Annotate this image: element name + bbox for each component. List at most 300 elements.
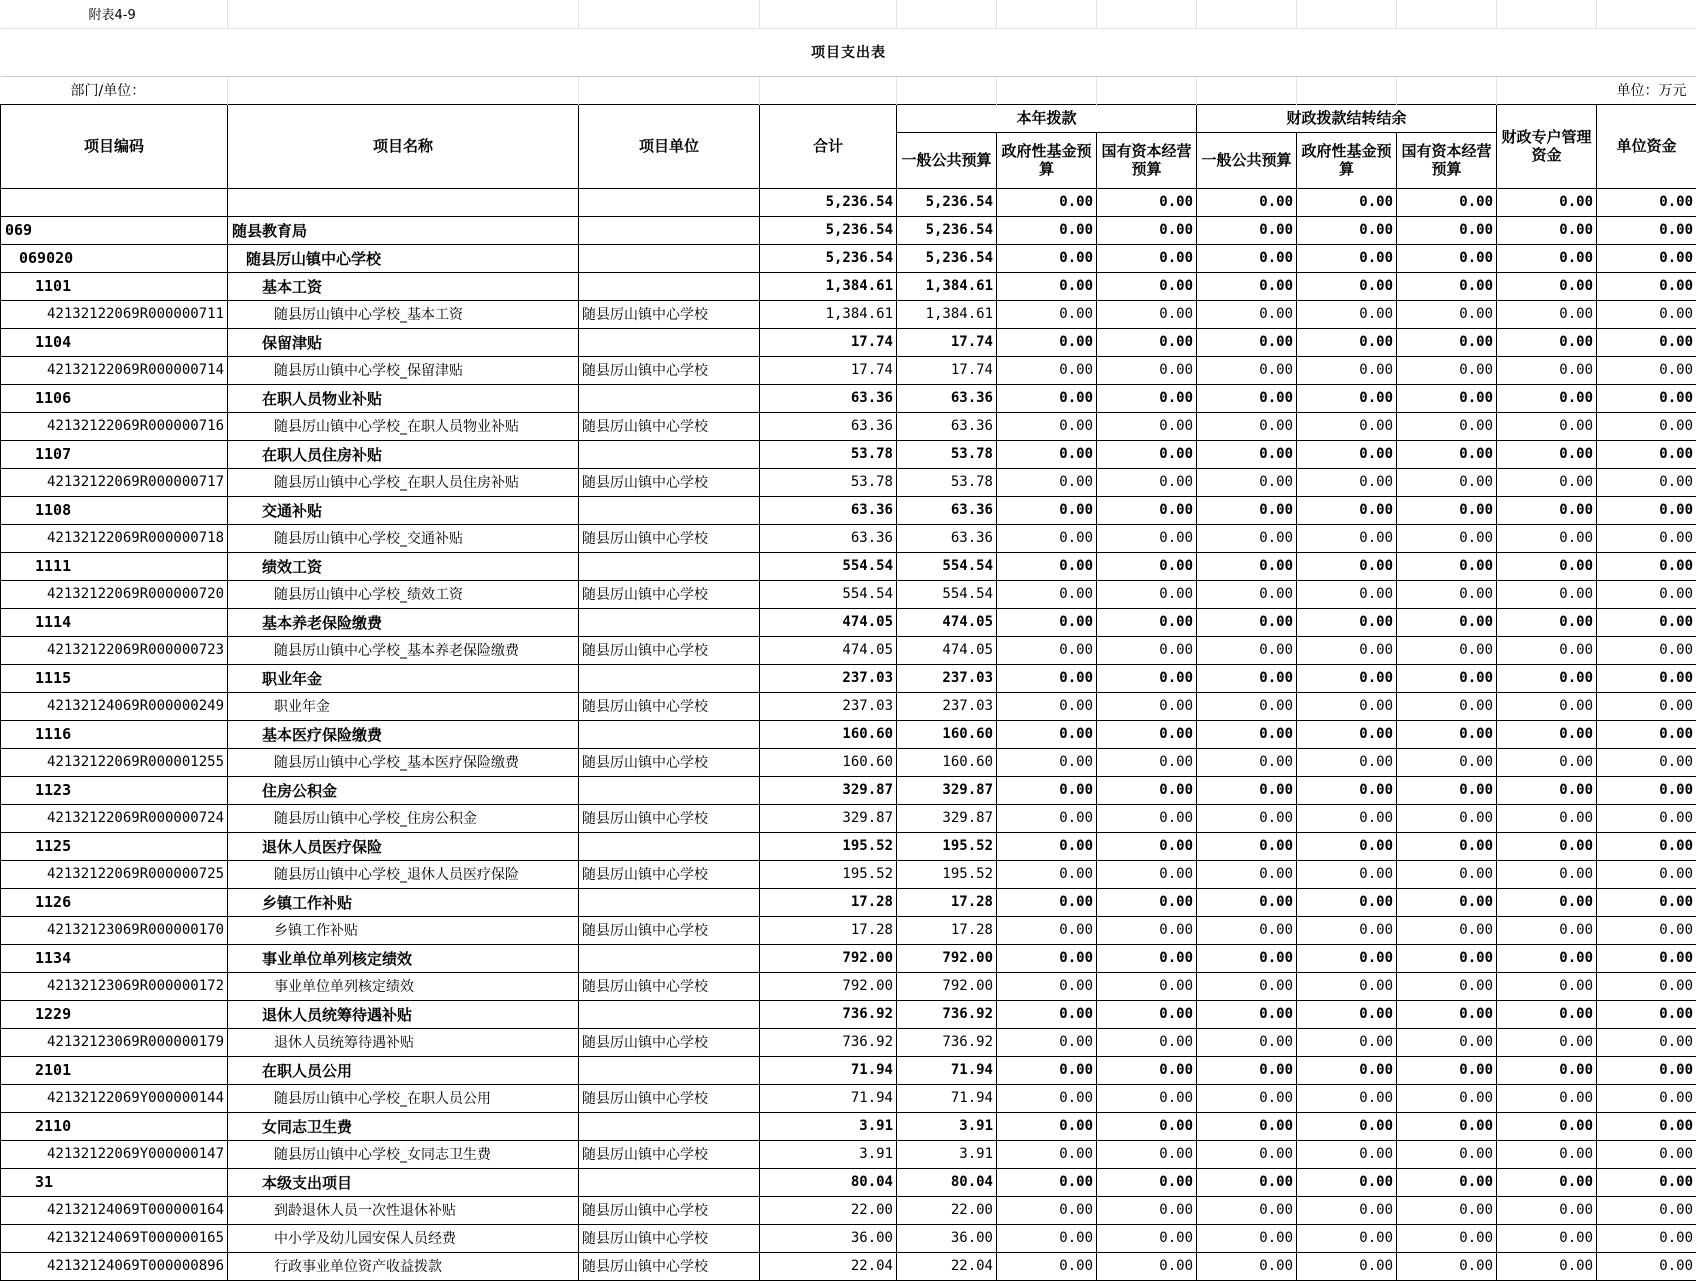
cell-amount: 0.00 [997, 356, 1097, 384]
table-row [1, 776, 1696, 804]
header-carry-gov-fund: 政府性基金预算 [1297, 132, 1397, 188]
table-row [1, 440, 1696, 468]
cell-amount: 329.87 [897, 804, 997, 832]
cell-amount: 0.00 [1597, 552, 1696, 580]
cell-amount: 0.00 [1097, 636, 1197, 664]
cell-amount: 0.00 [1297, 1000, 1397, 1028]
cell-amount: 0.00 [1197, 356, 1297, 384]
cell-amount: 0.00 [1297, 580, 1397, 608]
cell-amount: 0.00 [1497, 300, 1597, 328]
cell-project-unit: 随县厉山镇中心学校 [579, 1140, 760, 1168]
cell-amount: 0.00 [1397, 888, 1497, 916]
cell-amount: 22.04 [760, 1252, 897, 1280]
cell-amount: 195.52 [897, 860, 997, 888]
cell-project-unit: 随县厉山镇中心学校 [579, 860, 760, 888]
cell-amount: 329.87 [897, 776, 997, 804]
cell-amount: 0.00 [997, 636, 1097, 664]
table-row [1, 1000, 1696, 1028]
cell-amount: 0.00 [997, 776, 1097, 804]
cell-amount: 0.00 [1197, 244, 1297, 272]
header-carry-general-budget: 一般公共预算 [1197, 132, 1297, 188]
cell-amount: 0.00 [1397, 328, 1497, 356]
cell-project-name: 本级支出项目 [228, 1168, 579, 1196]
cell-amount: 0.00 [1397, 468, 1497, 496]
cell-project-name: 随县厉山镇中心学校_基本养老保险缴费 [228, 636, 579, 664]
cell-amount: 0.00 [1197, 608, 1297, 636]
cell-amount: 0.00 [997, 1000, 1097, 1028]
cell-amount: 195.52 [897, 832, 997, 860]
cell-amount: 160.60 [897, 748, 997, 776]
cell-amount: 63.36 [897, 412, 997, 440]
cell-amount: 0.00 [1497, 440, 1597, 468]
cell-amount: 0.00 [1197, 804, 1297, 832]
cell-amount: 0.00 [997, 1084, 1097, 1112]
table-row [1, 300, 1696, 328]
table-row [1, 888, 1696, 916]
cell-amount: 0.00 [1097, 1056, 1197, 1084]
cell-project-name: 在职人员物业补贴 [228, 384, 579, 412]
cell-amount: 0.00 [997, 916, 1097, 944]
page-title: 项目支出表 [1, 28, 1696, 76]
cell-amount: 0.00 [1597, 244, 1696, 272]
cell-amount: 0.00 [1197, 384, 1297, 412]
cell-amount: 0.00 [1297, 748, 1397, 776]
cell-amount: 0.00 [1497, 328, 1597, 356]
cell-amount: 0.00 [1197, 888, 1297, 916]
cell-amount: 736.92 [760, 1028, 897, 1056]
cell-amount: 0.00 [1097, 1000, 1197, 1028]
cell-amount: 0.00 [1197, 972, 1297, 1000]
cell-project-unit [579, 944, 760, 972]
cell-amount: 63.36 [897, 496, 997, 524]
cell-project-code: 42132124069R000000249 [1, 692, 228, 720]
cell-project-code: 42132122069R000000716 [1, 412, 228, 440]
table-row [1, 748, 1696, 776]
cell-amount: 5,236.54 [897, 244, 997, 272]
cell-amount: 0.00 [1197, 832, 1297, 860]
cell-project-code: 42132122069R000000724 [1, 804, 228, 832]
cell-amount: 0.00 [1097, 748, 1197, 776]
cell-project-name: 随县厉山镇中心学校_退休人员医疗保险 [228, 860, 579, 888]
cell-amount: 0.00 [1297, 356, 1397, 384]
header-group-carry: 财政拨款结转结余 [1197, 104, 1497, 132]
cell-project-unit: 随县厉山镇中心学校 [579, 972, 760, 1000]
cell-amount: 0.00 [997, 1056, 1097, 1084]
cell-amount: 0.00 [1597, 944, 1696, 972]
cell-amount: 0.00 [997, 1028, 1097, 1056]
cell-amount: 0.00 [1597, 272, 1696, 300]
cell-project-code: 1115 [1, 664, 228, 692]
cell-amount: 0.00 [1197, 1196, 1297, 1224]
cell-amount: 0.00 [1297, 1056, 1397, 1084]
cell-amount: 0.00 [997, 440, 1097, 468]
cell-project-code: 1108 [1, 496, 228, 524]
header-group-current: 本年拨款 [897, 104, 1197, 132]
cell-amount: 0.00 [1597, 440, 1696, 468]
cell-amount: 17.74 [897, 356, 997, 384]
cell-amount: 0.00 [1397, 636, 1497, 664]
cell-amount: 17.74 [897, 328, 997, 356]
cell-project-code: 069020 [1, 244, 228, 272]
table-row [1, 272, 1696, 300]
cell-amount: 160.60 [897, 720, 997, 748]
cell-amount: 0.00 [1397, 664, 1497, 692]
cell-amount: 0.00 [1097, 832, 1197, 860]
cell-amount: 0.00 [1097, 1224, 1197, 1252]
cell-amount: 0.00 [1197, 468, 1297, 496]
cell-amount: 0.00 [1497, 972, 1597, 1000]
cell-amount: 1,384.61 [897, 272, 997, 300]
table-row [1, 1140, 1696, 1168]
cell-amount: 0.00 [1097, 972, 1197, 1000]
cell-amount: 0.00 [997, 468, 1097, 496]
cell-project-unit [579, 272, 760, 300]
cell-amount: 0.00 [1497, 384, 1597, 412]
cell-amount: 0.00 [997, 664, 1097, 692]
cell-amount: 0.00 [1397, 356, 1497, 384]
cell-amount: 5,236.54 [760, 188, 897, 216]
cell-project-name: 住房公积金 [228, 776, 579, 804]
cell-project-name: 中小学及幼儿园安保人员经费 [228, 1224, 579, 1252]
cell-amount: 0.00 [1297, 1140, 1397, 1168]
cell-project-code: 1229 [1, 1000, 228, 1028]
cell-amount: 0.00 [1497, 1084, 1597, 1112]
cell-amount: 0.00 [997, 608, 1097, 636]
cell-amount: 71.94 [897, 1084, 997, 1112]
cell-amount: 0.00 [1197, 440, 1297, 468]
cell-amount: 0.00 [997, 860, 1097, 888]
table-row [1, 552, 1696, 580]
cell-amount: 0.00 [1197, 524, 1297, 552]
cell-amount: 0.00 [1597, 664, 1696, 692]
cell-amount: 0.00 [997, 552, 1097, 580]
cell-amount: 0.00 [1097, 776, 1197, 804]
cell-amount: 17.74 [760, 328, 897, 356]
header-total: 合计 [760, 104, 897, 188]
table-row [1, 244, 1696, 272]
header-code: 项目编码 [1, 104, 228, 188]
cell-amount: 0.00 [1297, 244, 1397, 272]
table-row [1, 720, 1696, 748]
cell-project-code: 42132122069R000000725 [1, 860, 228, 888]
cell-project-code: 1125 [1, 832, 228, 860]
cell-amount: 0.00 [1197, 916, 1297, 944]
cell-amount: 0.00 [1597, 412, 1696, 440]
cell-project-name: 退休人员医疗保险 [228, 832, 579, 860]
cell-amount: 0.00 [1597, 524, 1696, 552]
cell-amount: 0.00 [1597, 356, 1696, 384]
cell-amount: 0.00 [1197, 664, 1297, 692]
cell-amount: 0.00 [1097, 1196, 1197, 1224]
cell-project-code: 42132122069R000000718 [1, 524, 228, 552]
cell-project-code: 1111 [1, 552, 228, 580]
cell-project-name: 事业单位单列核定绩效 [228, 944, 579, 972]
cell-project-code [1, 188, 228, 216]
cell-amount: 0.00 [1597, 1196, 1696, 1224]
cell-amount: 0.00 [1097, 244, 1197, 272]
cell-project-code: 42132124069T000000165 [1, 1224, 228, 1252]
cell-amount: 22.00 [897, 1196, 997, 1224]
cell-amount: 0.00 [1497, 412, 1597, 440]
cell-amount: 0.00 [1497, 216, 1597, 244]
cell-amount: 0.00 [1397, 272, 1497, 300]
cell-amount: 0.00 [1497, 580, 1597, 608]
header-special-fund: 财政专户管理资金 [1497, 104, 1597, 188]
cell-amount: 0.00 [1297, 804, 1397, 832]
header-current-general-budget: 一般公共预算 [897, 132, 997, 188]
cell-amount: 0.00 [1597, 776, 1696, 804]
cell-amount: 0.00 [1397, 776, 1497, 804]
cell-project-unit: 随县厉山镇中心学校 [579, 1224, 760, 1252]
cell-project-unit [579, 608, 760, 636]
cell-amount: 0.00 [1297, 188, 1397, 216]
cell-amount: 0.00 [1097, 860, 1197, 888]
cell-amount: 0.00 [1397, 944, 1497, 972]
cell-amount: 329.87 [760, 776, 897, 804]
cell-amount: 0.00 [1397, 1224, 1497, 1252]
cell-amount: 0.00 [1397, 1140, 1497, 1168]
cell-amount: 0.00 [1197, 636, 1297, 664]
cell-amount: 0.00 [1197, 748, 1297, 776]
cell-amount: 0.00 [1397, 412, 1497, 440]
cell-amount: 0.00 [1497, 636, 1597, 664]
cell-amount: 0.00 [1197, 580, 1297, 608]
cell-project-name: 交通补贴 [228, 496, 579, 524]
cell-amount: 0.00 [1597, 636, 1696, 664]
cell-amount: 0.00 [1197, 776, 1297, 804]
cell-amount: 3.91 [760, 1112, 897, 1140]
cell-amount: 0.00 [1497, 1196, 1597, 1224]
cell-project-code: 42132123069R000000170 [1, 916, 228, 944]
cell-project-name: 随县厉山镇中心学校_基本医疗保险缴费 [228, 748, 579, 776]
cell-amount: 474.05 [897, 608, 997, 636]
cell-project-code: 1104 [1, 328, 228, 356]
cell-project-code: 42132122069Y000000144 [1, 1084, 228, 1112]
cell-project-name: 女同志卫生费 [228, 1112, 579, 1140]
cell-project-unit [579, 720, 760, 748]
cell-amount: 80.04 [760, 1168, 897, 1196]
cell-amount: 0.00 [1097, 916, 1197, 944]
cell-amount: 0.00 [1597, 496, 1696, 524]
cell-project-unit: 随县厉山镇中心学校 [579, 356, 760, 384]
cell-amount: 0.00 [997, 804, 1097, 832]
cell-project-unit [579, 888, 760, 916]
cell-amount: 554.54 [760, 552, 897, 580]
cell-project-name: 基本工资 [228, 272, 579, 300]
cell-amount: 792.00 [897, 972, 997, 1000]
cell-amount: 237.03 [897, 664, 997, 692]
cell-amount: 736.92 [897, 1028, 997, 1056]
table-row [1, 524, 1696, 552]
cell-amount: 0.00 [1497, 916, 1597, 944]
cell-amount: 0.00 [1597, 216, 1696, 244]
cell-amount: 0.00 [1397, 580, 1497, 608]
cell-project-name: 随县厉山镇中心学校_基本工资 [228, 300, 579, 328]
table-row [1, 692, 1696, 720]
cell-amount: 5,236.54 [760, 244, 897, 272]
cell-project-unit: 随县厉山镇中心学校 [579, 300, 760, 328]
cell-project-unit [579, 496, 760, 524]
cell-amount: 0.00 [1297, 524, 1397, 552]
cell-project-code: 1123 [1, 776, 228, 804]
cell-amount: 0.00 [1497, 720, 1597, 748]
cell-amount: 0.00 [1397, 804, 1497, 832]
cell-amount: 0.00 [1297, 888, 1397, 916]
cell-amount: 0.00 [1497, 1168, 1597, 1196]
cell-project-name: 到龄退休人员一次性退休补贴 [228, 1196, 579, 1224]
cell-amount: 0.00 [997, 720, 1097, 748]
header-unit-fund: 单位资金 [1597, 104, 1696, 188]
cell-amount: 0.00 [1497, 608, 1597, 636]
cell-amount: 0.00 [997, 888, 1097, 916]
cell-amount: 0.00 [1097, 664, 1197, 692]
cell-project-name: 在职人员住房补贴 [228, 440, 579, 468]
cell-amount: 0.00 [1397, 1168, 1497, 1196]
cell-project-unit: 随县厉山镇中心学校 [579, 636, 760, 664]
cell-amount: 0.00 [1297, 860, 1397, 888]
cell-amount: 0.00 [997, 1168, 1097, 1196]
cell-project-code: 42132122069R000000717 [1, 468, 228, 496]
cell-project-unit [579, 664, 760, 692]
cell-amount: 0.00 [997, 1140, 1097, 1168]
table-row [1, 608, 1696, 636]
cell-project-name: 绩效工资 [228, 552, 579, 580]
table-row [1, 1084, 1696, 1112]
cell-amount: 736.92 [897, 1000, 997, 1028]
cell-amount: 53.78 [897, 440, 997, 468]
cell-amount: 0.00 [1597, 468, 1696, 496]
cell-project-name: 基本医疗保险缴费 [228, 720, 579, 748]
cell-amount: 0.00 [1097, 888, 1197, 916]
table-row [1, 1112, 1696, 1140]
cell-amount: 554.54 [897, 552, 997, 580]
cell-amount: 0.00 [1597, 804, 1696, 832]
cell-project-code: 1107 [1, 440, 228, 468]
cell-project-code: 42132124069T000000164 [1, 1196, 228, 1224]
cell-amount: 0.00 [1397, 1252, 1497, 1280]
cell-amount: 0.00 [1497, 468, 1597, 496]
cell-project-name [228, 188, 579, 216]
cell-amount: 0.00 [997, 384, 1097, 412]
cell-amount: 36.00 [760, 1224, 897, 1252]
cell-amount: 0.00 [1397, 496, 1497, 524]
cell-amount: 736.92 [760, 1000, 897, 1028]
cell-amount: 0.00 [1597, 720, 1696, 748]
cell-amount: 0.00 [1297, 496, 1397, 524]
cell-amount: 3.91 [897, 1112, 997, 1140]
cell-amount: 0.00 [1197, 328, 1297, 356]
table-row [1, 972, 1696, 1000]
cell-amount: 237.03 [760, 692, 897, 720]
cell-amount: 36.00 [897, 1224, 997, 1252]
cell-amount: 792.00 [760, 944, 897, 972]
cell-project-unit: 随县厉山镇中心学校 [579, 468, 760, 496]
cell-amount: 0.00 [1397, 916, 1497, 944]
cell-project-name: 随县厉山镇中心学校_绩效工资 [228, 580, 579, 608]
cell-project-unit: 随县厉山镇中心学校 [579, 412, 760, 440]
table-row [1, 1196, 1696, 1224]
cell-amount: 17.28 [897, 916, 997, 944]
cell-amount: 3.91 [760, 1140, 897, 1168]
cell-project-code: 42132123069R000000179 [1, 1028, 228, 1056]
cell-amount: 0.00 [1197, 188, 1297, 216]
table-row [1, 636, 1696, 664]
cell-amount: 0.00 [1097, 216, 1197, 244]
cell-amount: 0.00 [1097, 272, 1197, 300]
cell-amount: 0.00 [1397, 524, 1497, 552]
cell-project-name: 基本养老保险缴费 [228, 608, 579, 636]
cell-amount: 0.00 [997, 412, 1097, 440]
cell-amount: 0.00 [1397, 692, 1497, 720]
cell-amount: 0.00 [1597, 1168, 1696, 1196]
cell-amount: 0.00 [1097, 356, 1197, 384]
cell-amount: 0.00 [997, 328, 1097, 356]
cell-amount: 0.00 [1497, 272, 1597, 300]
table-row [1, 1252, 1696, 1280]
cell-project-unit: 随县厉山镇中心学校 [579, 1028, 760, 1056]
cell-amount: 3.91 [897, 1140, 997, 1168]
cell-amount: 0.00 [1397, 860, 1497, 888]
cell-project-name: 随县厉山镇中心学校_在职人员公用 [228, 1084, 579, 1112]
cell-amount: 0.00 [1497, 1000, 1597, 1028]
cell-amount: 0.00 [1397, 720, 1497, 748]
cell-amount: 0.00 [1297, 832, 1397, 860]
table-row [1, 804, 1696, 832]
cell-amount: 0.00 [1097, 1140, 1197, 1168]
cell-amount: 0.00 [997, 300, 1097, 328]
cell-amount: 0.00 [1297, 300, 1397, 328]
cell-amount: 0.00 [1497, 1140, 1597, 1168]
cell-amount: 0.00 [1597, 832, 1696, 860]
cell-amount: 0.00 [997, 188, 1097, 216]
cell-amount: 0.00 [1197, 1112, 1297, 1140]
cell-amount: 0.00 [1397, 1112, 1497, 1140]
cell-amount: 63.36 [897, 384, 997, 412]
header-current-gov-fund: 政府性基金预算 [997, 132, 1097, 188]
cell-amount: 0.00 [1397, 384, 1497, 412]
cell-amount: 0.00 [1097, 1084, 1197, 1112]
cell-amount: 0.00 [1497, 1252, 1597, 1280]
table-row [1, 832, 1696, 860]
cell-amount: 474.05 [760, 608, 897, 636]
cell-project-unit [579, 188, 760, 216]
cell-amount: 0.00 [1097, 1252, 1197, 1280]
cell-amount: 17.28 [760, 916, 897, 944]
table-row [1, 384, 1696, 412]
cell-project-unit [579, 244, 760, 272]
cell-amount: 0.00 [1597, 328, 1696, 356]
cell-amount: 0.00 [1597, 1112, 1696, 1140]
cell-amount: 0.00 [1197, 216, 1297, 244]
cell-amount: 53.78 [760, 468, 897, 496]
cell-amount: 0.00 [1297, 916, 1397, 944]
table-row [1, 188, 1696, 216]
cell-amount: 0.00 [1197, 692, 1297, 720]
cell-amount: 0.00 [1397, 552, 1497, 580]
cell-amount: 0.00 [1097, 720, 1197, 748]
cell-project-name: 随县厉山镇中心学校_住房公积金 [228, 804, 579, 832]
cell-amount: 53.78 [760, 440, 897, 468]
cell-amount: 329.87 [760, 804, 897, 832]
cell-amount: 0.00 [1297, 692, 1397, 720]
cell-project-code: 42132122069R000000711 [1, 300, 228, 328]
cell-amount: 0.00 [1297, 1224, 1397, 1252]
cell-project-unit [579, 440, 760, 468]
cell-amount: 0.00 [1197, 272, 1297, 300]
cell-amount: 0.00 [1597, 972, 1696, 1000]
cell-amount: 0.00 [1397, 188, 1497, 216]
cell-amount: 0.00 [1597, 888, 1696, 916]
